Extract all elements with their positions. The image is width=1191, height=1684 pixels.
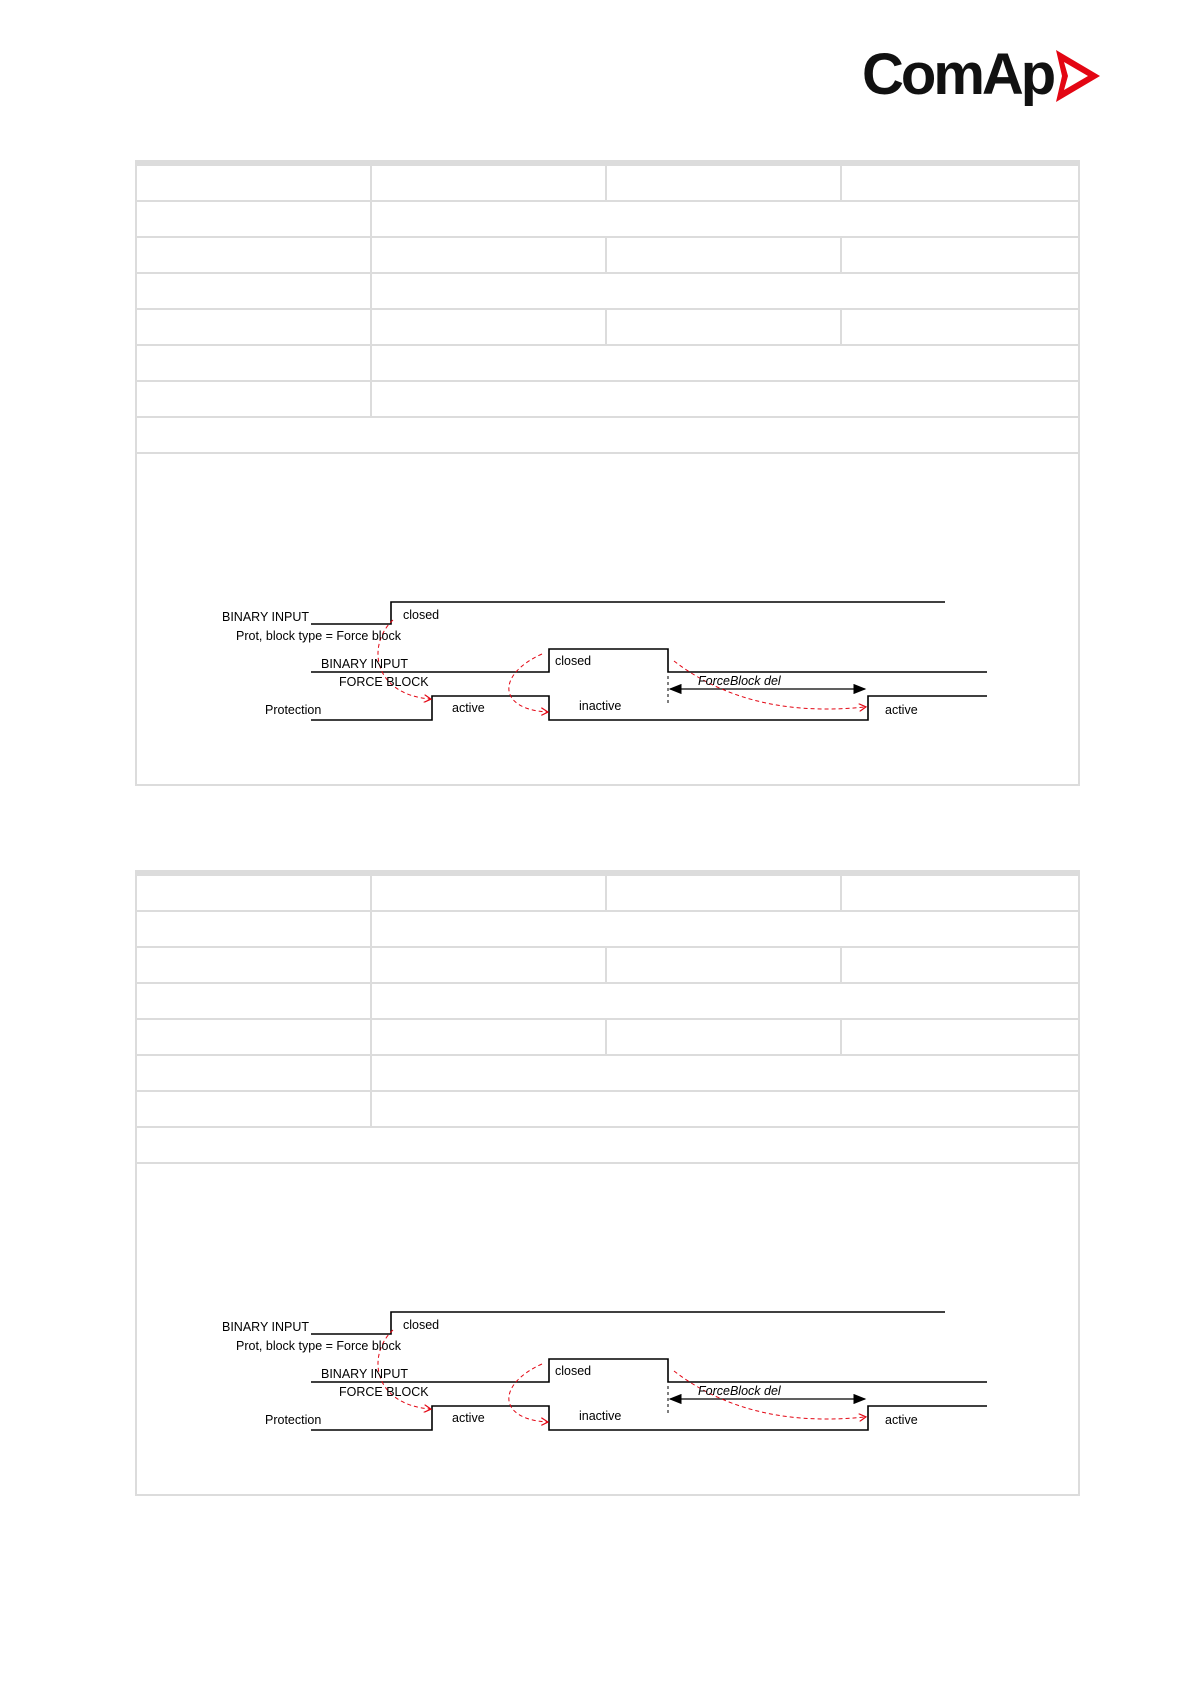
table-row <box>137 382 1078 418</box>
table-row <box>137 876 1078 912</box>
closed-label-1: closed <box>403 608 440 622</box>
timing-diagram-2 <box>137 1164 1078 1492</box>
table-row <box>137 948 1078 984</box>
force-block-label-line1: BINARY INPUT <box>321 1367 409 1381</box>
binary-input-label: BINARY INPUT <box>222 1320 310 1334</box>
force-block-label-line1: BINARY INPUT <box>321 657 409 671</box>
active-label-2: active <box>885 1413 918 1427</box>
table-row <box>137 984 1078 1020</box>
force-block-label-line2: FORCE BLOCK <box>339 675 429 689</box>
closed-label-2: closed <box>555 1364 592 1378</box>
force-block-signal <box>311 649 987 672</box>
table-row <box>137 912 1078 948</box>
force-block-label-line2: FORCE BLOCK <box>339 1385 429 1399</box>
table-row <box>137 418 1078 454</box>
forceblock-del-label: ForceBlock del <box>698 1384 781 1398</box>
table-row <box>137 238 1078 274</box>
logo-arrow-icon <box>1054 48 1102 104</box>
inactive-label: inactive <box>579 699 622 713</box>
setpoint-table-2 <box>135 870 1080 1496</box>
closed-label-2: closed <box>555 654 592 668</box>
protection-label: Protection <box>265 703 322 717</box>
table-row <box>137 1128 1078 1164</box>
prot-block-type-label: Prot, block type = Force block <box>236 629 402 643</box>
logo-text: ComAp <box>862 42 1054 107</box>
force-block-signal <box>311 1359 987 1382</box>
table-row <box>137 1020 1078 1056</box>
forceblock-del-label: ForceBlock del <box>698 674 781 688</box>
binary-input-label: BINARY INPUT <box>222 610 310 624</box>
active-label-1: active <box>452 701 485 715</box>
active-label-2: active <box>885 703 918 717</box>
table-row <box>137 274 1078 310</box>
table-row <box>137 1056 1078 1092</box>
inactive-label: inactive <box>579 1409 622 1423</box>
closed-label-1: closed <box>403 1318 440 1332</box>
comap-logo <box>862 40 1112 110</box>
prot-block-type-label: Prot, block type = Force block <box>236 1339 402 1353</box>
active-label-1: active <box>452 1411 485 1425</box>
setpoint-table-1 <box>135 160 1080 786</box>
timing-diagram-1 <box>137 454 1078 782</box>
table-row <box>137 310 1078 346</box>
table-row <box>137 202 1078 238</box>
table-row <box>137 1092 1078 1128</box>
protection-label: Protection <box>265 1413 322 1427</box>
table-row <box>137 346 1078 382</box>
table-row <box>137 166 1078 202</box>
